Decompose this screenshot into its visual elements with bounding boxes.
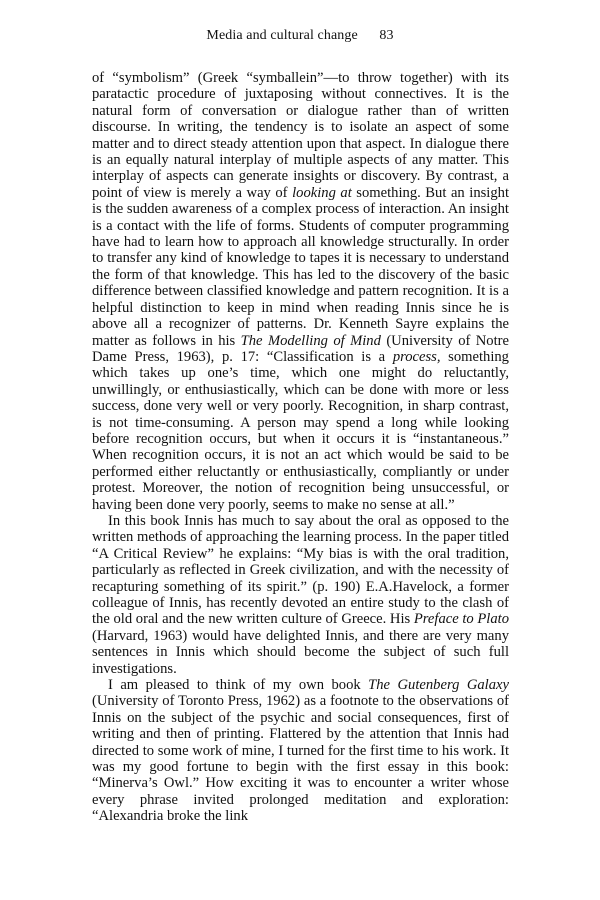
italic-phrase: process, (392, 348, 441, 365)
text-segment: I am pleased to think of my own book (108, 677, 369, 694)
text-segment: (Harvard, 1963) would have delighted Innis, and there are very many sentences in Innis which should become the subject of such full investigations. (92, 627, 509, 677)
book-title-italic: Preface to Plato (413, 611, 509, 628)
page-number: 83 (379, 28, 394, 43)
paragraph (92, 513, 509, 677)
text-segment: (University of Notre Dame Press, 1963), p. 17: “Classification is a (92, 332, 509, 365)
book-title-italic: The Modelling of Mind (240, 332, 381, 349)
book-title-italic: The Gutenberg Galaxy (368, 677, 509, 694)
text-segment: something which takes up one’s time, which one might do reluctantly, unwillingly, or enthusiastically, which can be done with more or less success, done very well or very poorly. Recognition, in sharp contrast, is not time-consuming. A person may spend a long while looking before recognition occurs, but when it occurs it is “instantaneous.” When recognition occurs, it is not an act which would be said to be performed either reluctantly or enthusiastically, compliantly or under protest. Moreover, the notion of recognition being unsuccessful, or having been done very poorly, seems to make no sense at all.” (92, 348, 509, 513)
text-segment: In this book Innis has much to say about the oral as opposed to the written methods of approaching the learning process. In the paper titled “A Critical Review” he explains: “My bias is with the oral tradition, particularly as reflected in Greek civilization, and with the necessity of recapturing something of its spirit.” (p. 190) E.A.Havelock, a former colleague of Innis, has recently devoted an entire study to the clash of the old oral and the new written culture of Greece. His (92, 512, 510, 628)
text-segment: something. But an insight is the sudden awareness of a complex process of interaction. An insight is a contact with the life of forms. Students of computer programming have had to learn how to approach all knowledge structurally. In order to transfer any kind of knowledge to tapes it is necessary to understand the form of that knowledge. This has led to the discovery of the basic difference between classified knowledge and pattern recognition. It is a helpful distinction to keep in mind when reading Innis since he is above all a recognizer of patterns. Dr. Kenneth Sayre explains the matter as follows in his (92, 184, 509, 349)
running-head (0, 27, 600, 45)
text-segment: of “symbolism” (Greek “symballein”—to throw together) with its paratactic procedure of juxtaposing without connectives. It is the natural form of conversation or dialogue rather than of written discourse. In writing, the tendency is to isolate an aspect of some matter and to direct steady attention upon that aspect. In dialogue there is an equally natural interplay of multiple aspects of any matter. This interplay of aspects can generate insights or discovery. By contrast, a point of view is merely a way of (92, 70, 509, 201)
paragraph (92, 70, 509, 513)
paragraph (92, 677, 509, 825)
text-segment: (University of Toronto Press, 1962) as a footnote to the observations of Innis on the subject of the psychic and social consequences, first of writing and then of printing. Flattered by the attention that Innis had directed to some work of mine, I turned for the first time to his work. It was my good fortune to begin with the first essay in this book: “Minerva’s Owl.” How exciting it was to encounter a writer whose every phrase invited prolonged meditation and exploration: “Alexandria broke the link (92, 693, 509, 825)
italic-phrase: looking at (292, 184, 352, 201)
body-text (92, 70, 509, 825)
running-head-title: Media and cultural change (206, 28, 358, 43)
